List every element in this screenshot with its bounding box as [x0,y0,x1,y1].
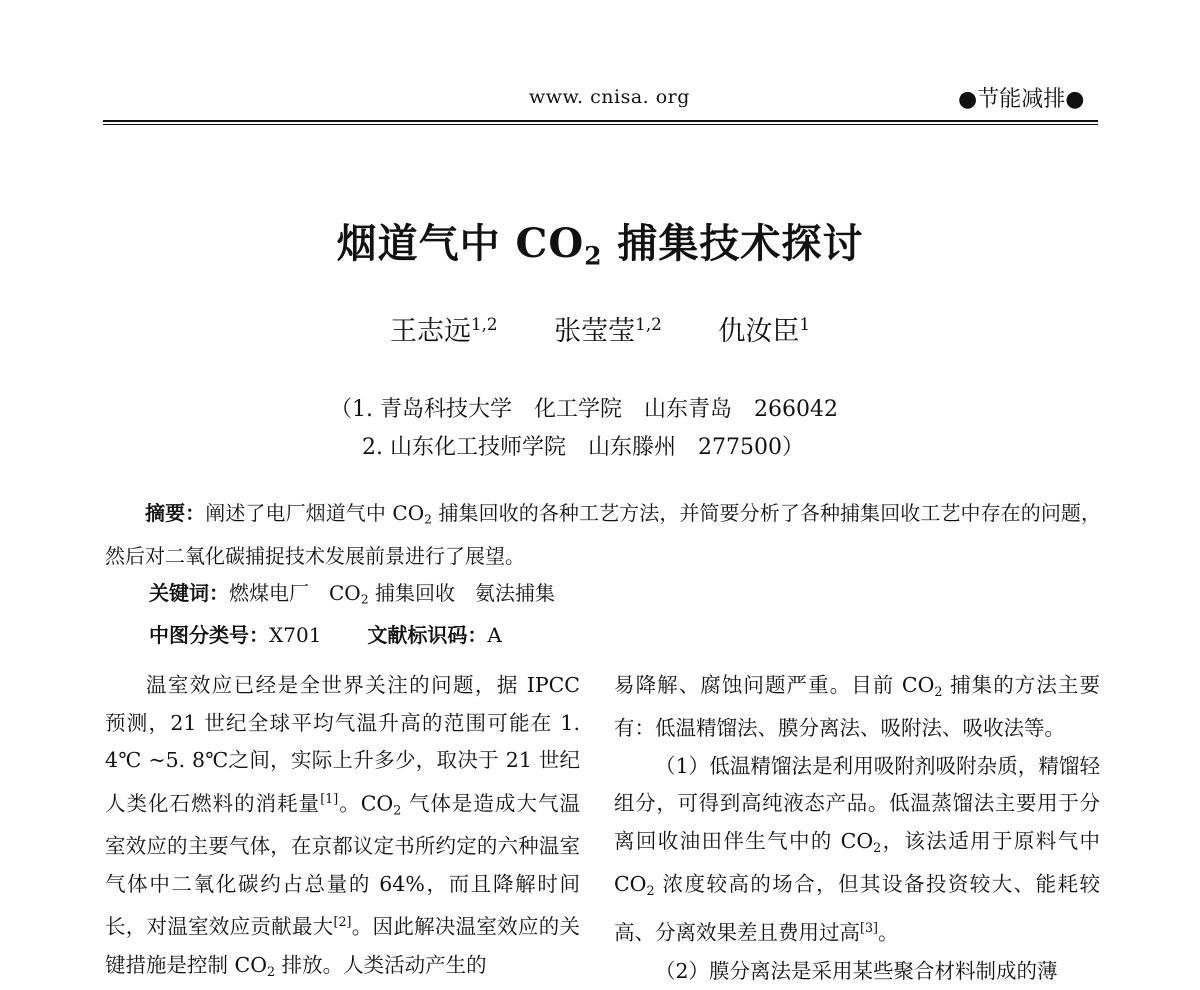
affiliation-1: （1. 青岛科技大学 化工学院 山东青岛 266042 [330,397,838,422]
doc-code-value: A [487,623,502,648]
paragraph: 易降解、腐蚀问题严重。目前 $CO_2$ 捕集的方法主要有：低温精馏法、膜分离法、吸附法、吸收法等。 [614,673,1100,741]
doc-code-label: 文献标识码： [367,623,488,648]
citation: [2] [333,914,352,930]
abstract-label: 摘要： [145,501,206,525]
clc-label: 中图分类号： [149,623,269,648]
paragraph: （2）膜分离法是采用某些聚合材料制成的薄 [655,958,1058,983]
citation: [3] [860,920,878,936]
clc-value: X701 [269,623,322,648]
classification [105,617,1101,654]
citation: [1] [320,790,339,806]
body-column-right [614,667,1100,990]
author-list [0,309,1200,348]
author: 仇汝臣$^1$ [718,313,811,347]
abstract-block [105,495,1101,654]
section-label: ●节能减排● [958,87,1085,112]
paragraph: 温室效应已经是全世界关注的问题，据 IPCC 预测，21 世纪全球平均气温升高的范围可能在 1. 4℃ ~5. 8℃之间，实际上升多少，取决于 21 世纪人类化石燃料的消耗量[1]。$CO_2$ 气体是造成大气温室效应的主要气体，在京都议定书所约定的六种温室气体中二氧化碳约占总量的 64%，而且降解时间长，对温室效应贡献最大[2]。因此解决温室效应的关键措施是控制 $CO_2$ 排放。人类活动产生的 [105,673,580,979]
body-column-left [105,667,580,990]
header-rule [103,120,1098,122]
paper-title: 烟道气中 $CO_2$ 捕集技术探讨 [336,220,864,271]
abstract: 摘要：阐述了电厂烟道气中 $CO_2$ 捕集回收的各种工艺方法，并简要分析了各种捕集回收工艺中存在的问题，然后对二氧化碳捕捉技术发展前景进行了展望。 [105,501,1102,568]
header-rule-thin [103,124,1098,125]
header-url: www. cnisa. org [529,86,690,108]
keywords: 关键词：燃煤电厂 $CO_2$ 捕集回收 氨法捕集 [149,580,555,607]
keywords-label: 关键词： [149,580,229,605]
author: 张莹莹$^{1,2}$ [554,313,662,347]
affiliation-2: 2. 山东化工技师学院 山东滕州 277500） [362,435,804,460]
author: 王志远$^{1,2}$ [389,313,498,347]
paragraph: （1）低温精馏法是利用吸附剂吸附杂质，精馏轻组分，可得到高纯液态产品。低温蒸馏法主要用于分离回收油田伴生气中的 $CO_2$，该法适用于原料气中 $CO_2$ 浓度较高的场合，但其设备投资较大、能耗较高、分离效果差且费用过高[3]。 [614,753,1100,946]
